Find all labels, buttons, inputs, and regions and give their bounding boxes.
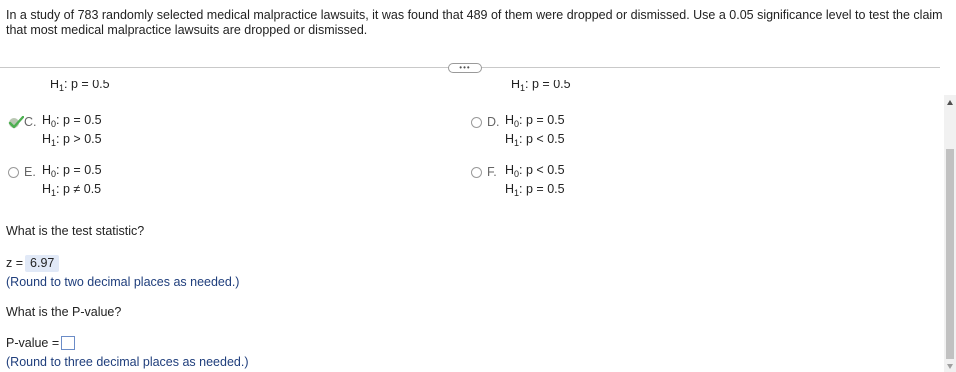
option-letter: E.: [24, 165, 36, 179]
option-d[interactable]: [471, 113, 565, 151]
scroll-up-icon[interactable]: [947, 100, 953, 105]
p-value-prompt: What is the P-value?: [6, 305, 122, 319]
alternative-hypothesis: $H_1$: p = 0.5: [505, 182, 565, 198]
z-answer-field[interactable]: 6.97: [25, 255, 59, 272]
rounding-hint: (Round to three decimal places as needed.): [6, 355, 249, 369]
alternative-hypothesis: $H_1$: p < 0.5: [505, 132, 565, 148]
checkmark-icon: [8, 116, 24, 129]
option-e[interactable]: [8, 163, 102, 201]
z-label: z =: [6, 256, 24, 270]
radio-button[interactable]: [8, 167, 19, 178]
null-hypothesis: $H_0$: p = 0.5: [505, 113, 565, 129]
scroll-down-icon[interactable]: [947, 364, 953, 369]
null-hypothesis: $H_0$: p = 0.5: [42, 113, 102, 129]
question-text: In a study of 783 randomly selected medical malpractice lawsuits, it was found that 489 of them were dropped or dismissed. Use a 0.05 significance level to test the claim that most medical malpractice lawsuits are dropped or dismissed.: [6, 8, 943, 37]
radio-button[interactable]: [471, 117, 482, 128]
p-value-input[interactable]: [61, 336, 75, 350]
option-b-partial: $H_1$: p = 0.5: [50, 80, 110, 93]
test-statistic-prompt: What is the test statistic?: [6, 224, 145, 238]
option-a-partial: $H_1$: p = 0.5: [511, 80, 571, 93]
option-letter: F.: [487, 165, 497, 179]
radio-button[interactable]: [471, 167, 482, 178]
alternative-hypothesis: $H_1$: p > 0.5: [42, 132, 102, 148]
option-letter: D.: [487, 115, 500, 129]
alternative-hypothesis: $H_1$: p ≠ 0.5: [42, 182, 102, 198]
option-c[interactable]: [8, 113, 102, 151]
p-value-label: P-value =: [6, 336, 60, 350]
rounding-hint: (Round to two decimal places as needed.): [6, 275, 240, 289]
p-value-row: [6, 336, 75, 351]
null-hypothesis: $H_0$: p < 0.5: [505, 163, 565, 179]
null-hypothesis: $H_0$: p = 0.5: [42, 163, 102, 179]
option-letter: C.: [24, 115, 37, 129]
option-f[interactable]: [471, 163, 565, 201]
vertical-scrollbar[interactable]: [944, 95, 956, 372]
more-button[interactable]: •••: [448, 63, 482, 73]
test-statistic-row: [6, 255, 59, 272]
scroll-thumb[interactable]: [946, 149, 954, 359]
